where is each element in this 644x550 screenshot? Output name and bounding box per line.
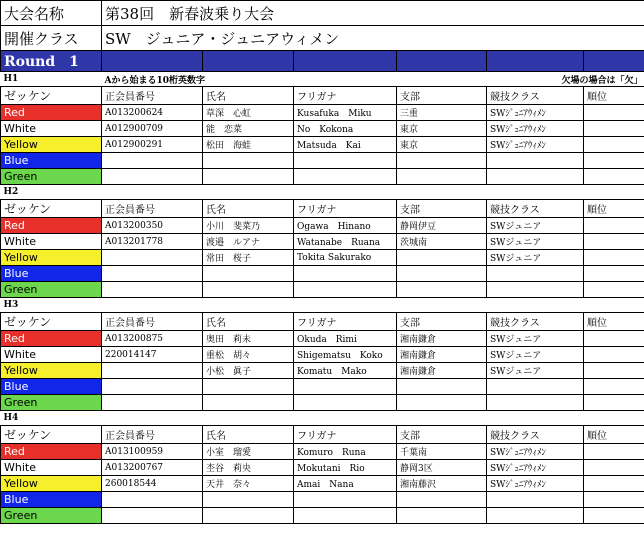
round-bar [1,51,644,72]
rank-cell[interactable] [584,395,644,411]
competitor-row [1,121,644,137]
member-id-cell [102,379,203,395]
column-header-member-id: 正会員番号 [102,426,203,444]
member-id-cell: A013201778 [102,234,203,250]
branch-cell: 静岡伊豆 [397,218,487,234]
zekken-yellow: Yellow [1,363,102,379]
absent-note: 欠場の場合は「欠」 [561,75,643,86]
name-cell: 重松 胡々 [203,347,294,363]
furigana-cell: Amai Nana [294,476,397,492]
competitor-row [1,169,644,185]
class-cell: SWジュニア [487,347,584,363]
rank-cell[interactable] [584,476,644,492]
column-header-rank: 順位 [584,200,644,218]
member-id-cell: 220014147 [102,347,203,363]
round-label: Round 1 [1,51,102,72]
branch-cell: 東京 [397,137,487,153]
name-cell [203,395,294,411]
name-cell [203,169,294,185]
class-cell [487,395,584,411]
name-cell: 奥田 莉未 [203,331,294,347]
branch-cell: 千葉南 [397,444,487,460]
rank-cell[interactable] [584,363,644,379]
heat-label: H1 [3,74,19,84]
rank-cell[interactable] [584,508,644,524]
furigana-cell [294,492,397,508]
competitor-row [1,379,644,395]
furigana-cell: Matsuda Kai [294,137,397,153]
member-id-cell [102,250,203,266]
competitor-row [1,250,644,266]
column-header-branch: 支部 [397,200,487,218]
column-header-member-id: 正会員番号 [102,313,203,331]
member-id-cell: A013200767 [102,460,203,476]
name-cell [203,266,294,282]
class-cell: SWジュニア [487,331,584,347]
name-cell [203,508,294,524]
rank-cell[interactable] [584,250,644,266]
name-cell: 能 恋菜 [203,121,294,137]
competitor-row [1,105,644,121]
rank-cell[interactable] [584,234,644,250]
branch-cell: 湘南鎌倉 [397,331,487,347]
class-cell [487,379,584,395]
zekken-white: White [1,234,102,250]
zekken-white: White [1,460,102,476]
name-cell: 渡邉 ルアナ [203,234,294,250]
competitor-row [1,347,644,363]
class-cell: SWｼﾞｭﾆｱｳｨﾒﾝ [487,476,584,492]
column-header-name: 氏名 [203,200,294,218]
heat-title-row [1,411,644,426]
rank-cell[interactable] [584,137,644,153]
member-id-cell [102,266,203,282]
furigana-cell: Komuro Runa [294,444,397,460]
column-header-furigana: フリガナ [294,313,397,331]
rank-cell[interactable] [584,347,644,363]
name-cell: 松田 海蛙 [203,137,294,153]
name-cell [203,379,294,395]
rank-cell[interactable] [584,218,644,234]
furigana-cell [294,169,397,185]
event-name: 第38回 新春波乗り大会 [102,1,644,26]
member-id-cell [102,363,203,379]
zekken-red: Red [1,218,102,234]
column-header-zekken: ゼッケン [1,313,102,331]
competitor-row [1,492,644,508]
zekken-red: Red [1,105,102,121]
heat-table-body [1,1,644,524]
furigana-cell: Tokita Sakurako [294,250,397,266]
competitor-row [1,153,644,169]
furigana-cell: Kusafuka Miku [294,105,397,121]
furigana-cell [294,395,397,411]
branch-cell: 湘南鎌倉 [397,363,487,379]
zekken-yellow: Yellow [1,250,102,266]
competitor-row [1,331,644,347]
class-cell [487,508,584,524]
member-id-cell [102,153,203,169]
rank-cell[interactable] [584,121,644,137]
member-id-cell: A013200350 [102,218,203,234]
column-header-member-id: 正会員番号 [102,200,203,218]
member-id-cell: A013200875 [102,331,203,347]
branch-cell [397,395,487,411]
class-cell: SWジュニア [487,363,584,379]
column-header-name: 氏名 [203,87,294,105]
column-header-branch: 支部 [397,426,487,444]
branch-cell: 東京 [397,121,487,137]
column-header-furigana: フリガナ [294,426,397,444]
competitor-row [1,137,644,153]
member-id-cell [102,395,203,411]
column-header-rank: 順位 [584,426,644,444]
column-header-class: 競技クラス [487,200,584,218]
branch-cell: 三重 [397,105,487,121]
rank-cell[interactable] [584,444,644,460]
furigana-cell: Komatu Mako [294,363,397,379]
member-id-cell: A013200624 [102,105,203,121]
column-header-rank: 順位 [584,313,644,331]
branch-cell [397,492,487,508]
name-cell: 天井 奈々 [203,476,294,492]
rank-cell[interactable] [584,492,644,508]
competitor-row [1,395,644,411]
competitor-row [1,444,644,460]
zekken-blue: Blue [1,266,102,282]
column-header-class: 競技クラス [487,426,584,444]
rank-cell[interactable] [584,169,644,185]
furigana-cell: Ogawa Hinano [294,218,397,234]
name-cell: 常田 桜子 [203,250,294,266]
furigana-cell [294,508,397,524]
rank-cell[interactable] [584,282,644,298]
branch-cell: 茨城南 [397,234,487,250]
column-header-class: 競技クラス [487,87,584,105]
zekken-blue: Blue [1,379,102,395]
name-cell: 小室 瑠愛 [203,444,294,460]
name-cell: 小川 斐菜乃 [203,218,294,234]
column-header-name: 氏名 [203,426,294,444]
branch-cell [397,282,487,298]
name-cell: 杢谷 莉央 [203,460,294,476]
competitor-row [1,266,644,282]
column-header-zekken: ゼッケン [1,87,102,105]
rank-cell[interactable] [584,266,644,282]
rank-cell[interactable] [584,331,644,347]
competitor-row [1,218,644,234]
column-header-zekken: ゼッケン [1,200,102,218]
class-row [1,26,644,51]
furigana-cell: Watanabe Ruana [294,234,397,250]
class-cell [487,153,584,169]
name-cell [203,492,294,508]
heat-title-row [1,298,644,313]
member-id-cell: A012900709 [102,121,203,137]
member-id-cell [102,169,203,185]
furigana-cell: Mokutani Rio [294,460,397,476]
zekken-yellow: Yellow [1,476,102,492]
branch-cell [397,250,487,266]
class-cell: SWジュニア [487,218,584,234]
column-header-row [1,87,644,105]
class-cell: SWジュニア [487,234,584,250]
zekken-blue: Blue [1,492,102,508]
furigana-cell: Shigematsu Koko [294,347,397,363]
column-header-class: 競技クラス [487,313,584,331]
furigana-cell: Okuda Rimi [294,331,397,347]
branch-cell: 湘南鎌倉 [397,347,487,363]
class-cell [487,282,584,298]
class-name: SW ジュニア・ジュニアウィメン [102,26,644,51]
column-header-furigana: フリガナ [294,200,397,218]
branch-cell [397,169,487,185]
heat-label: H2 [3,187,19,197]
zekken-green: Green [1,508,102,524]
member-id-cell [102,282,203,298]
branch-cell [397,153,487,169]
member-id-cell [102,492,203,508]
zekken-red: Red [1,444,102,460]
heat-label: H3 [3,300,19,310]
class-cell [487,492,584,508]
class-label: 開催クラス [1,26,102,51]
branch-cell: 静岡3区 [397,460,487,476]
competitor-row [1,282,644,298]
rank-cell[interactable] [584,153,644,169]
member-id-cell [102,508,203,524]
name-cell [203,282,294,298]
column-header-zekken: ゼッケン [1,426,102,444]
heat-label: H4 [3,413,19,423]
event-name-label: 大会名称 [1,1,102,26]
class-cell: SWｼﾞｭﾆｱｳｨﾒﾝ [487,121,584,137]
class-cell: SWジュニア [487,250,584,266]
rank-cell[interactable] [584,460,644,476]
column-header-row [1,313,644,331]
member-id-cell: 260018544 [102,476,203,492]
zekken-green: Green [1,395,102,411]
column-header-rank: 順位 [584,87,644,105]
name-cell: 小松 眞子 [203,363,294,379]
competitor-row [1,363,644,379]
event-name-row [1,1,644,26]
zekken-green: Green [1,169,102,185]
name-cell [203,153,294,169]
branch-cell [397,266,487,282]
class-cell: SWｼﾞｭﾆｱｳｨﾒﾝ [487,460,584,476]
rank-cell[interactable] [584,379,644,395]
class-cell [487,266,584,282]
competitor-row [1,508,644,524]
heat-title-row [1,185,644,200]
zekken-white: White [1,347,102,363]
competitor-row [1,460,644,476]
heat-title-row [1,72,644,87]
furigana-cell [294,153,397,169]
branch-cell [397,508,487,524]
rank-cell[interactable] [584,105,644,121]
member-id-cell: A013100959 [102,444,203,460]
column-header-member-id: 正会員番号 [102,87,203,105]
furigana-cell [294,266,397,282]
id-format-note: Aから始まる10桁英数字 [104,75,206,86]
furigana-cell: No Kokona [294,121,397,137]
furigana-cell [294,379,397,395]
branch-cell: 湘南藤沢 [397,476,487,492]
competitor-row [1,476,644,492]
zekken-blue: Blue [1,153,102,169]
zekken-green: Green [1,282,102,298]
zekken-yellow: Yellow [1,137,102,153]
member-id-cell: A012900291 [102,137,203,153]
column-header-row [1,200,644,218]
column-header-branch: 支部 [397,313,487,331]
column-header-branch: 支部 [397,87,487,105]
class-cell: SWｼﾞｭﾆｱｳｨﾒﾝ [487,105,584,121]
zekken-red: Red [1,331,102,347]
class-cell: SWｼﾞｭﾆｱｳｨﾒﾝ [487,137,584,153]
competitor-row [1,234,644,250]
furigana-cell [294,282,397,298]
column-header-row [1,426,644,444]
class-cell: SWｼﾞｭﾆｱｳｨﾒﾝ [487,444,584,460]
zekken-white: White [1,121,102,137]
class-cell [487,169,584,185]
column-header-name: 氏名 [203,313,294,331]
name-cell: 草深 心虹 [203,105,294,121]
branch-cell [397,379,487,395]
column-header-furigana: フリガナ [294,87,397,105]
